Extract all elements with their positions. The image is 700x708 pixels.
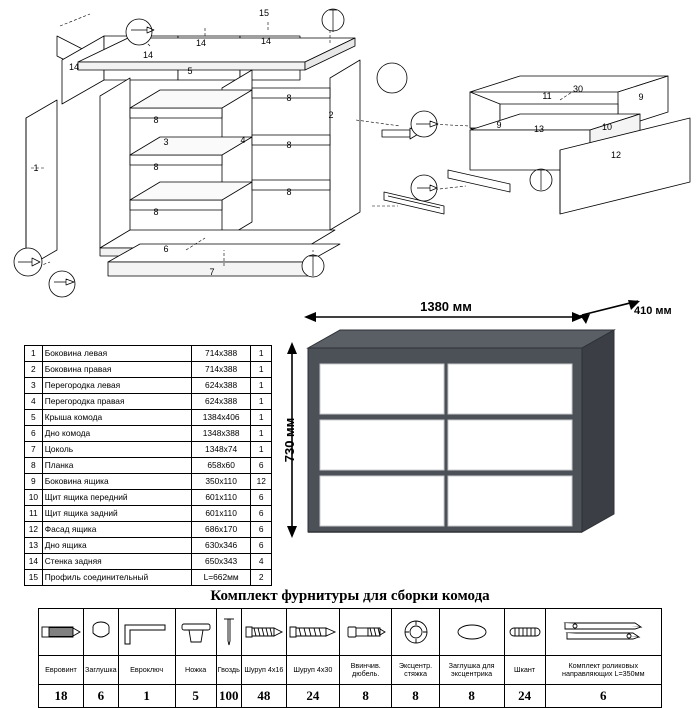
part-name: Стенка задняя — [42, 554, 191, 570]
fittings-table — [38, 608, 662, 708]
part-qty: 1 — [251, 378, 272, 394]
svg-text:8: 8 — [153, 207, 159, 217]
part-qty: 6 — [251, 506, 272, 522]
table-row — [25, 506, 272, 522]
svg-text:5: 5 — [187, 66, 193, 76]
svg-text:6: 6 — [163, 244, 169, 254]
part-size: 714х388 — [191, 346, 251, 362]
fitting-label: Ввинчив. дюбель. — [339, 656, 392, 685]
part-name: Перегородка левая — [42, 378, 191, 394]
part-size: L=662мм — [191, 570, 251, 586]
euro-screw-icon — [39, 609, 84, 656]
part-qty: 1 — [251, 362, 272, 378]
fitting-label: Шкант — [504, 656, 545, 685]
svg-text:14: 14 — [195, 38, 207, 48]
svg-text:12: 12 — [610, 150, 622, 160]
fittings-title: Комплект фурнитуры для сборки комода — [210, 588, 490, 604]
part-name: Боковина ящика — [42, 474, 191, 490]
part-qty: 12 — [251, 474, 272, 490]
cap-plug-icon — [84, 609, 119, 656]
part-name: Перегородка правая — [42, 394, 191, 410]
fitting-label: Евровинт — [39, 656, 84, 685]
part-name: Дно ящика — [42, 538, 191, 554]
part-size: 624х388 — [191, 378, 251, 394]
part-size: 601х110 — [191, 506, 251, 522]
part-no: 9 — [25, 474, 43, 490]
part-name: Боковина левая — [42, 346, 191, 362]
euro-key-icon — [118, 609, 175, 656]
dowel-icon — [504, 609, 545, 656]
cam-lock-icon — [392, 609, 439, 656]
table-row — [25, 522, 272, 538]
part-no: 14 — [25, 554, 43, 570]
table-row — [25, 410, 272, 426]
table-row — [25, 426, 272, 442]
part-no: 8 — [25, 458, 43, 474]
part-no: 4 — [25, 394, 43, 410]
nail-icon — [216, 609, 241, 656]
part-qty: 1 — [251, 394, 272, 410]
fitting-count: 5 — [175, 685, 216, 708]
fitting-count: 1 — [118, 685, 175, 708]
svg-text:8: 8 — [286, 93, 292, 103]
fitting-label: Евроключ — [118, 656, 175, 685]
parts-table-body — [25, 346, 272, 586]
part-qty: 2 — [251, 570, 272, 586]
width-dimension-label: 1380 мм — [420, 300, 472, 314]
part-size: 601х110 — [191, 490, 251, 506]
part-no: 3 — [25, 378, 43, 394]
part-no: 2 — [25, 362, 43, 378]
fitting-count: 24 — [504, 685, 545, 708]
fitting-count: 8 — [392, 685, 439, 708]
height-dimension-label: 730 мм — [282, 417, 297, 463]
part-no: 1 — [25, 346, 43, 362]
part-qty: 1 — [251, 442, 272, 458]
fitting-count: 100 — [216, 685, 241, 708]
part-name: Профиль соединительный — [42, 570, 191, 586]
part-size: 650х343 — [191, 554, 251, 570]
fitting-count: 48 — [241, 685, 286, 708]
fitting-count: 18 — [39, 685, 84, 708]
svg-text:13: 13 — [533, 124, 545, 134]
screw-4x16-icon — [241, 609, 286, 656]
fitting-count: 24 — [286, 685, 339, 708]
part-qty: 1 — [251, 346, 272, 362]
table-row — [25, 490, 272, 506]
svg-text:8: 8 — [286, 187, 292, 197]
svg-text:8: 8 — [153, 115, 159, 125]
table-row — [25, 442, 272, 458]
part-qty: 6 — [251, 538, 272, 554]
fitting-count: 8 — [339, 685, 392, 708]
part-size: 1348х74 — [191, 442, 251, 458]
table-row — [25, 394, 272, 410]
part-name: Цоколь — [42, 442, 191, 458]
part-size: 630х346 — [191, 538, 251, 554]
svg-text:15: 15 — [258, 8, 270, 18]
assembled-dresser-illustration — [282, 300, 682, 550]
part-size: 1384х406 — [191, 410, 251, 426]
table-row — [25, 474, 272, 490]
svg-text:8: 8 — [286, 140, 292, 150]
part-size: 350х110 — [191, 474, 251, 490]
fitting-count: 6 — [84, 685, 119, 708]
svg-text:14: 14 — [68, 62, 80, 72]
part-size: 686х170 — [191, 522, 251, 538]
part-name: Боковина правая — [42, 362, 191, 378]
part-name: Щит ящика задний — [42, 506, 191, 522]
table-row — [25, 362, 272, 378]
part-name: Крыша комода — [42, 410, 191, 426]
part-no: 11 — [25, 506, 43, 522]
part-no: 6 — [25, 426, 43, 442]
part-qty: 6 — [251, 458, 272, 474]
part-qty: 1 — [251, 410, 272, 426]
part-no: 10 — [25, 490, 43, 506]
drawer-slide-icon — [545, 609, 661, 656]
screw-4x30-icon — [286, 609, 339, 656]
svg-text:3: 3 — [163, 137, 169, 147]
svg-text:10: 10 — [601, 122, 613, 132]
table-row — [25, 346, 272, 362]
part-size: 714х388 — [191, 362, 251, 378]
part-qty: 6 — [251, 490, 272, 506]
part-name: Фасад ящика — [42, 522, 191, 538]
svg-text:11: 11 — [542, 91, 552, 101]
depth-dimension-label: 410 мм — [634, 305, 672, 317]
part-no: 15 — [25, 570, 43, 586]
part-name: Планка — [42, 458, 191, 474]
svg-text:14: 14 — [142, 50, 154, 60]
fitting-label: Шуруп 4х30 — [286, 656, 339, 685]
cam-cover-icon — [439, 609, 504, 656]
fitting-count: 8 — [439, 685, 504, 708]
fitting-label: Заглушка для эксцентрика — [439, 656, 504, 685]
svg-text:14: 14 — [260, 36, 272, 46]
svg-text:8: 8 — [153, 162, 159, 172]
table-row — [25, 570, 272, 586]
screw-in-dowel-icon — [339, 609, 392, 656]
svg-text:4: 4 — [240, 135, 246, 145]
part-size: 624х388 — [191, 394, 251, 410]
table-row — [25, 458, 272, 474]
part-qty: 1 — [251, 426, 272, 442]
fitting-label: Гвоздь — [216, 656, 241, 685]
part-no: 13 — [25, 538, 43, 554]
exploded-assembly-diagram — [0, 0, 700, 300]
part-qty: 6 — [251, 522, 272, 538]
svg-text:9: 9 — [638, 92, 644, 102]
part-name: Дно комода — [42, 426, 191, 442]
part-no: 12 — [25, 522, 43, 538]
svg-text:1: 1 — [33, 163, 39, 173]
part-no: 7 — [25, 442, 43, 458]
fitting-label: Ножка — [175, 656, 216, 685]
fitting-label: Заглушка — [84, 656, 119, 685]
svg-text:30: 30 — [572, 84, 584, 94]
table-row — [25, 538, 272, 554]
table-row — [25, 378, 272, 394]
table-row — [25, 554, 272, 570]
fitting-count: 6 — [545, 685, 661, 708]
part-name: Щит ящика передний — [42, 490, 191, 506]
fitting-label: Комплект роликовых направляющих L=350мм — [545, 656, 661, 685]
part-qty: 4 — [251, 554, 272, 570]
part-no: 5 — [25, 410, 43, 426]
svg-text:9: 9 — [496, 120, 502, 130]
part-size: 1348х388 — [191, 426, 251, 442]
leg-icon — [175, 609, 216, 656]
part-size: 658х60 — [191, 458, 251, 474]
svg-text:2: 2 — [328, 110, 334, 120]
parts-table — [24, 345, 272, 586]
fitting-label: Шуруп 4х16 — [241, 656, 286, 685]
svg-text:7: 7 — [209, 267, 215, 277]
fitting-label: Эксцентр. стяжка — [392, 656, 439, 685]
